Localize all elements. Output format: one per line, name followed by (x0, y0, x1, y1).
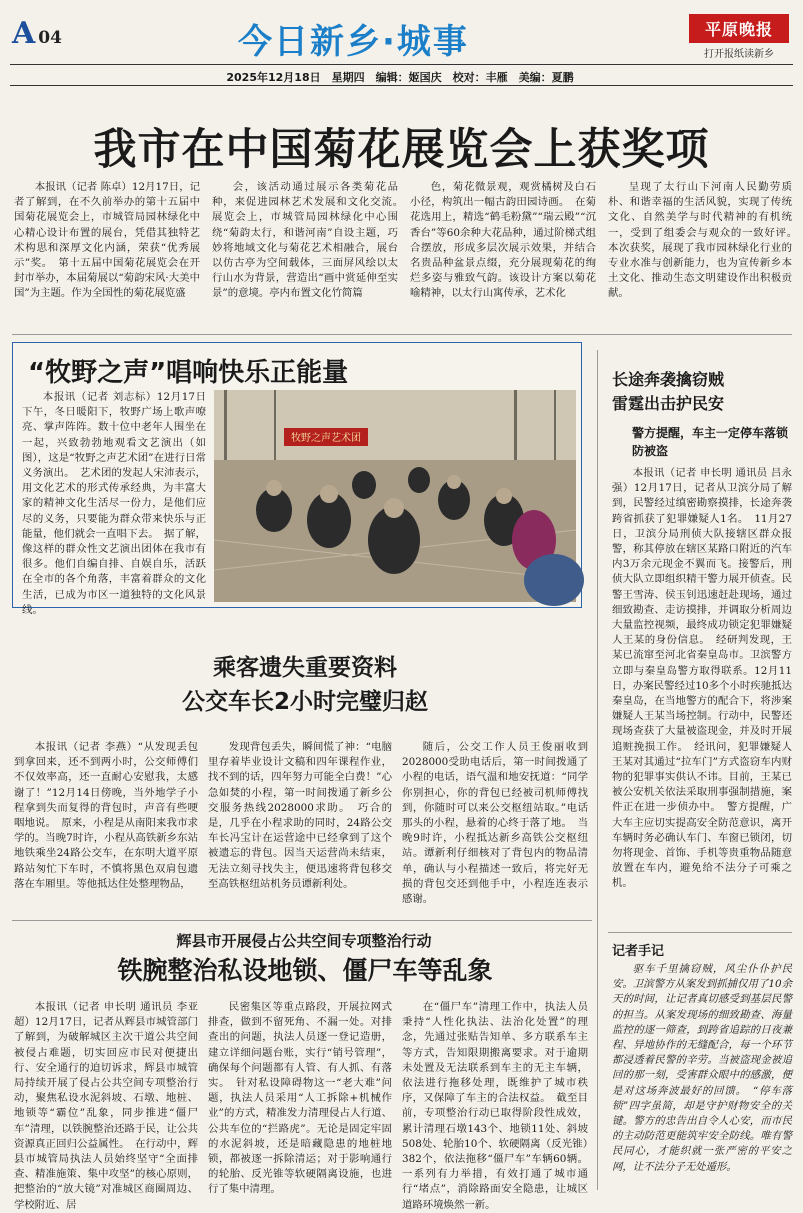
section-title: 今日新乡·城事 (238, 22, 469, 62)
story4-headline: 铁腕整治私设地锁、僵尸车等乱象 (117, 956, 493, 985)
story4-column-3: 在“僵尸车”清理工作中，执法人员秉持“人性化执法、法治化处置”的理念，先通过张贴告知单、多方联系车主等方式，告知限期搬离要求。对于逾期未处置及无法联系到车主的无主车辆，依法进行拖移处理，既维护了城市秩序，又保障了车主的合法权益。 截至目前，专项整治行动已取得阶段性成效，累计清理石墩143个、地锁11处、斜坡508处、轮胎10个、软硬隔离（反光锥）382个，依法拖移“僵尸车”车辆60辆。一系列有力举措，有效打通了城市通行“堵点”，消除路面安全隐患，让城区道路环境焕然一新。 (402, 1001, 588, 1211)
newspaper-logo (689, 14, 789, 60)
masthead (0, 0, 803, 88)
reporter-notes-title: 记者手记 (612, 944, 665, 959)
story3-column-2: 发现背包丢失，瞬间慌了神：“电脑里存着毕业设计文稿和四年课程作业，找不到的话，四年努力可能全白费！”心急如焚的小程，第一时间拨通了新乡公交服务热线2028000求助。 巧合的是，几乎在小程求助的同时，24路公交车长冯宝计在运营途中已经拿到了这个被遗忘的背包。因当天运营尚未结束，无法立刻寻找失主，便迅速将背包移交至高铁枢纽站机务员谭新利处。 (208, 741, 392, 890)
header-rule (10, 64, 793, 65)
sidebar-subhead: 警方提醒，车主一定停车落锁防被盗 (632, 426, 789, 458)
story3-headline-line1: 乘客遗失重要资料 (213, 655, 397, 681)
story1-column-4: 呈现了太行山下河南人民勤劳质朴、和谐幸福的生活风貌，实现了传统文化、自然美学与时代精神的有机统一，受到了组委会与观众的一致好评。 本次获奖，展现了我市园林绿化行业的专业水准与创新能力，也为宣传新乡本土文化、推动生态文明建设作出积极贡献。 (608, 181, 803, 300)
logo-slogan: 打开报纸读新乡 (704, 49, 774, 60)
header-rule-bottom (10, 85, 793, 86)
story1-column-1: 本报讯（记者 陈卓）12月17日，记者了解到，在不久前举办的第十五届中国菊花展览会上，市城管局园林绿化中心精心设计布置的展台，凭借其独特艺术构思和深厚文化内涵，荣获“优秀展示”奖。 第十五届中国菊花展览会在开封市举办，本届菊展以“菊韵宋风·大美中国”为主题。作为全国性的菊花展览盛 (14, 181, 200, 300)
sidebar-body: 本报讯（记者 申长明 通讯员 吕永强）12月17日，记者从卫滨分局了解到，民警经过缜密勘察摸排，长途奔袭跨省抓获了犯罪嫌疑人1名。 11月27日，卫滨分局刑侦大队接辖区群众报警，称其停放在辖区某路口附近的汽车内3万余元现金不翼而飞。接警后，刑侦大队立即组织精干警力展开侦查。民警王雪涛、侯玉钊迅速赶赴现场，通过细致勘查、走访摸排，并调取分析周边大量监控视频，最终成功锁定犯罪嫌疑人王某的身份信息。 经研判发现，王某已流窜至河北省秦皇岛市。卫滨警方立即与秦皇岛警方取得联系。12月11日，办案民警经过10多个小时疾驰抵达秦皇岛，在当地警方的配合下，将涉案嫌疑人王某当场控制。行动中，民警还现场查获了大量被盗现金，并及时开展追赃挽损工作。 经讯问，犯罪嫌疑人王某对其通过“拉车门”方式盗窃车内财物的犯罪事实供认不讳。目前，王某已被公安机关依法采取刑事强制措施，案件正在进一步侦办中。 警方提醒，广大车主应切实提高安全防范意识，离开车辆时务必确认车门、车窗已锁闭，切勿将现金、首饰、手机等贵重物品随意放置在车内，避免给不法分子可乘之机。 (612, 467, 792, 890)
photo-banner-text: 牧野之声艺术团 (291, 433, 361, 444)
section-divider-2 (12, 920, 592, 921)
story1-column-3: 色，菊花微景观，观赏橘树及白石小径，构筑出一幅古韵田园诗画。 在菊花选用上，精选“鹤毛粉黛”“瑞云殿”“沉香台”等60余种大花品种，通过阶梯式组合摆放，形成多层次展示效果，并结合名贵品种盆景点缀，充分展现菊花的绚烂多姿与雅致气韵。该设计方案以菊花喻精神，以太行山寓传承，艺术化 (410, 181, 596, 300)
reporter-notes-body: 驱车千里擒窃贼，风尘仆仆护民安。卫滨警方从案发到抓捕仅用了10余天的时间，让记者真切感受到基层民警的担当。从案发现场的细致勘查、海量监控的逐一筛查，到跨省追踪的日夜兼程、异地协作的无缝配合，每一个环节都浸透着民警的辛劳。当被盗现金被追回的那一刻，受害群众眼中的感激，便是对这场奔波最好的回馈。 “停车落锁”四字虽简，却是守护财物安全的关键。警方的忠告出自令人心安，而市民的主动防范更能筑牢安全防线。唯有警民同心，才能织就一张严密的平安之网，让不法分子无处遁形。 (612, 963, 792, 1173)
story3-column-1: 本报讯（记者 李燕）“从发现丢包到拿回来，还不到两小时，公交师傅们不仅效率高，还一直耐心安慰我，太感谢了！”12月14日傍晚，当外地学子小程拿到失而复得的背包时，声音有些哽咽地说。 原来，小程是从南阳来我市求学的。当晚7时许，小程从高铁新乡东站地铁乘坐24路公交车，在东明大道平原路站匆忙下车时，不慎将黑色双肩包遗落在车厢里。等他抵达住处整理物品， (14, 741, 198, 890)
story3-headline-line2: 公交车长2小时完璧归赵 (181, 689, 428, 715)
story2-body: 本报讯（记者 刘志标）12月17日下午，冬日暖阳下，牧野广场上歌声嘹亮、掌声阵阵。数十位中老年人围坐在一起，兴致勃勃地观看文艺演出（如图），这是“牧野之声艺术团”在进行日常义务演出。 艺术团的发起人宋沛表示，用文化艺术的形式传承经典，为丰富大家的精神文化生活尽一份力，是他们应尽的义务，只要能为群众带来快乐与正能量，他们就会一直唱下去。 据了解，像这样的群众性文艺演出团体在我市有很多。他们自编自排、自娱自乐，活跃在全市的各个角落，丰富着群众的文化生活，已成为市区一道独特的文化风景线。 (22, 391, 206, 616)
story2-photo (214, 390, 576, 602)
story1-column-2: 会，该活动通过展示各类菊花品种，来促进园林艺术发展和文化交流。 展览会上，市城管局园林绿化中心围绕“菊韵太行，和谐河南”自设主题，巧妙将地域文化与菊花艺术相融合，展台以仿古亭为空间载体，三面屏风绘以太行山水为背景，营造出“画中赏延伸至实景”的意境。亭内布置文化竹简篇 (212, 181, 409, 300)
logo-mark: 平原晚报 (689, 14, 789, 43)
issue-info-line: 2025年12月18日 星期四 编辑：姬国庆 校对：丰雁 美编：夏鹏 (226, 71, 574, 84)
performance-photo (214, 390, 576, 602)
story1-headline: 我市在中国菊花展览会上获奖项 (93, 125, 710, 175)
story2-headline: “牧野之声”唱响快乐正能量 (28, 358, 349, 388)
sidebar-headline-line1: 长途奔袭擒窃贼 (612, 370, 725, 389)
sidebar-headline-line2: 雷霆出击护民安 (612, 394, 725, 413)
section-divider (12, 334, 792, 335)
sidebar-divider (608, 932, 792, 933)
story3-column-3: 随后，公交工作人员王俊丽收到2028000受助电话后，第一时间拨通了小程的电话，语气温和地安抚道：“同学你别担心，你的背包已经被司机师傅找到，你随时可以来公交枢纽站取。”电话那头的小程，悬着的心终于落了地。 当晚9时许，小程抵达新乡高铁公交枢纽站。谭新利仔细核对了背包内的物品清单，确认与小程描述一致后，将完好无损的背包交还到他手中，小程连连表示感谢。 (402, 741, 588, 906)
page-number: A 04 (12, 16, 62, 51)
column-divider (597, 350, 598, 1190)
story4-column-2: 民密集区等重点路段，开展拉网式排查，做到不留死角、不漏一处。对排查出的问题，执法人员逐一登记造册，建立详细问题台账，实行“销号管理”，确保每个问题都有人管、有人抓、有落实。 针对私设障碍物这一“老大难”问题，执法人员采用“人工拆除+机械作业”的方式，精准发力清理侵占人行道、公共车位的“拦路虎”。无论是固定牢固的水泥斜坡，还是暗藏隐患的地桩地锁，都被逐一拆除清运；对于影响通行的轮胎、反光锥等软硬隔离设施，也进行了集中清理。 (208, 1001, 392, 1196)
story4-column-1: 本报讯（记者 申长明 通讯员 李亚超）12月17日，记者从辉县市城管部门了解到，为破解城区主次干道公共空间被侵占难题，切实回应市民对便捷出行、安全通行的迫切诉求，辉县市城管局持续开展了侵占公共空间专项整治行动，聚焦私设水泥斜坡、石墩、地桩、地锁等“霸位”乱象，同步推进“僵尸车”清理，以铁腕整治还路于民，让公共资源真正回归公益属性。 在行动中，辉县市城管局执法人员始终坚守“全面排查、精准施策、集中攻坚”的核心原则，把整治的“放大镜”对准城区商圈周边、学校附近、居 (14, 1001, 198, 1211)
story4-kicker: 辉县市开展侵占公共空间专项整治行动 (176, 932, 432, 950)
sidebar-headline (612, 368, 792, 416)
